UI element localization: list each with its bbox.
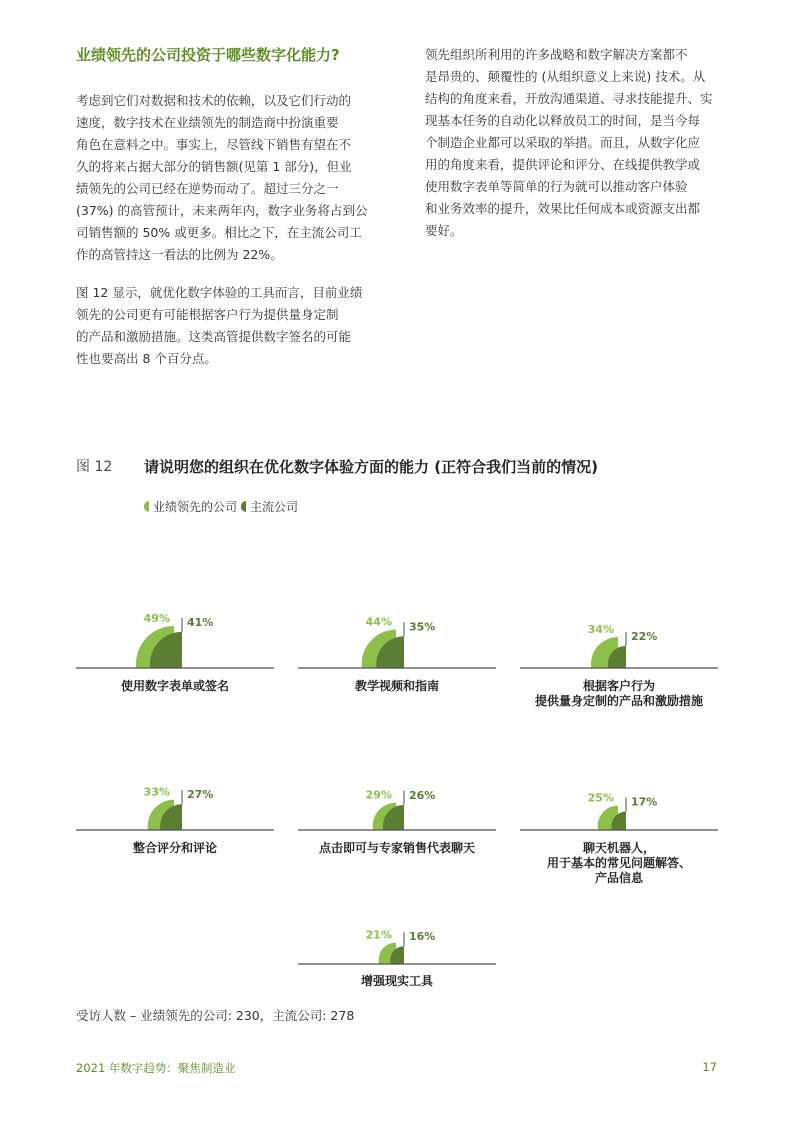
chart-panel [298, 718, 496, 878]
chart-svg [520, 540, 718, 670]
chart-panel [520, 718, 718, 885]
page-number: 17 [702, 1060, 717, 1074]
category-label: 点击即可与专家销售代表聊天 [318, 841, 475, 855]
chart-panel [76, 718, 274, 878]
chart-panel [298, 540, 496, 700]
leader-value-label: 21% [365, 928, 392, 942]
chart-svg [298, 718, 496, 848]
mainstream-value-label: 22% [631, 629, 658, 643]
legend-label-leader: 业绩领先的公司 [153, 500, 238, 514]
figure-label: 图 12 [76, 459, 113, 475]
category-label: 使用数字表单或签名 [120, 679, 229, 693]
leader-value-label: 29% [365, 788, 392, 802]
legend-label-mainstream: 主流公司 [250, 500, 299, 514]
leader-value-label: 34% [587, 623, 614, 637]
figure-footnote: 受访人数 – 业绩领先的公司: 230，主流公司: 278 [76, 1008, 355, 1023]
mainstream-value-label: 26% [409, 788, 436, 802]
chart-svg [298, 540, 496, 670]
article-paragraph-2: 图 12 显示，就优化数字体验的工具而言，目前业绩 领先的公司更有可能根据客户行为提供量身定制 的产品和激励措施。这类高管提供数字签名的可能 性也要高出 8 个百分点。 [76, 285, 363, 366]
leader-value-label: 49% [143, 611, 170, 625]
article-paragraph-1: 考虑到它们对数据和技术的依赖，以及它们行动的 速度，数字技术在业绩领先的制造商中扮演重要 角色在意料之中。事实上，尽管线下销售有望在不 久的将来占据大部分的销售额(见第 1 部分)，但业 绩领先的公司已经在逆势而动了。超过三分之一 (37%) 的高管预计，未来两年内，数字业务将占到公 司销售额的 50% 或更多。相比之下，在主流公司工 作的高管持这一看法的比例为 22%。 [76, 93, 368, 262]
chart-svg [520, 718, 718, 848]
category-label: 教学视频和指南 [354, 679, 439, 693]
legend-item-leader [144, 498, 237, 515]
legend-item-mainstream [241, 498, 298, 515]
category-label: 增强现实工具 [360, 974, 433, 988]
leader-value-label: 33% [143, 785, 170, 799]
figure-title: 请说明您的组织在优化数字体验方面的能力 (正符合我们当前的情况) [144, 458, 598, 476]
chart-panel [76, 540, 274, 700]
legend-swatch-mainstream [241, 501, 246, 512]
chart-svg [76, 540, 274, 670]
chart-marks [379, 943, 404, 978]
leader-value-label: 25% [587, 791, 614, 805]
article-heading: 业绩领先的公司投资于哪些数字化能力? [76, 46, 340, 64]
mainstream-value-label: 17% [631, 795, 658, 809]
mainstream-value-label: 35% [409, 620, 436, 634]
mainstream-value-label: 27% [187, 788, 214, 802]
legend-swatch-leader [144, 501, 149, 512]
chart-legend [144, 498, 298, 515]
mainstream-value-label: 41% [187, 615, 214, 629]
category-label: 整合评分和评论 [132, 841, 217, 855]
leader-value-label: 44% [365, 615, 392, 629]
article-paragraph-3: 领先组织所利用的许多战略和数字解决方案都不 是昂贵的、颠覆性的 (从组织意义上来说) 技术。从 结构的角度来看，开放沟通渠道、寻求技能提升、实 现基本任务的自动化以释放员工的时间，是当今每 个制造企业都可以采取的举措。而且，从数字化应 用的角度来看，提供评论和评分、在线提供教学或 使用数字表单等简单的行为就可以推动客户体验 和业务效率的提升，效果比任何成本或资源支出都 要好。 [425, 47, 713, 238]
chart-svg [76, 718, 274, 848]
mainstream-value-label: 16% [409, 930, 436, 944]
category-label: 聊天机器人， 用于基本的常见问题解答、 产品信息 [546, 841, 691, 885]
category-label: 根据客户行为 提供量身定制的产品和激励措施 [534, 679, 703, 708]
footer-title: 2021 年数字趋势：聚焦制造业 [76, 1061, 236, 1075]
chart-panel [520, 540, 718, 708]
